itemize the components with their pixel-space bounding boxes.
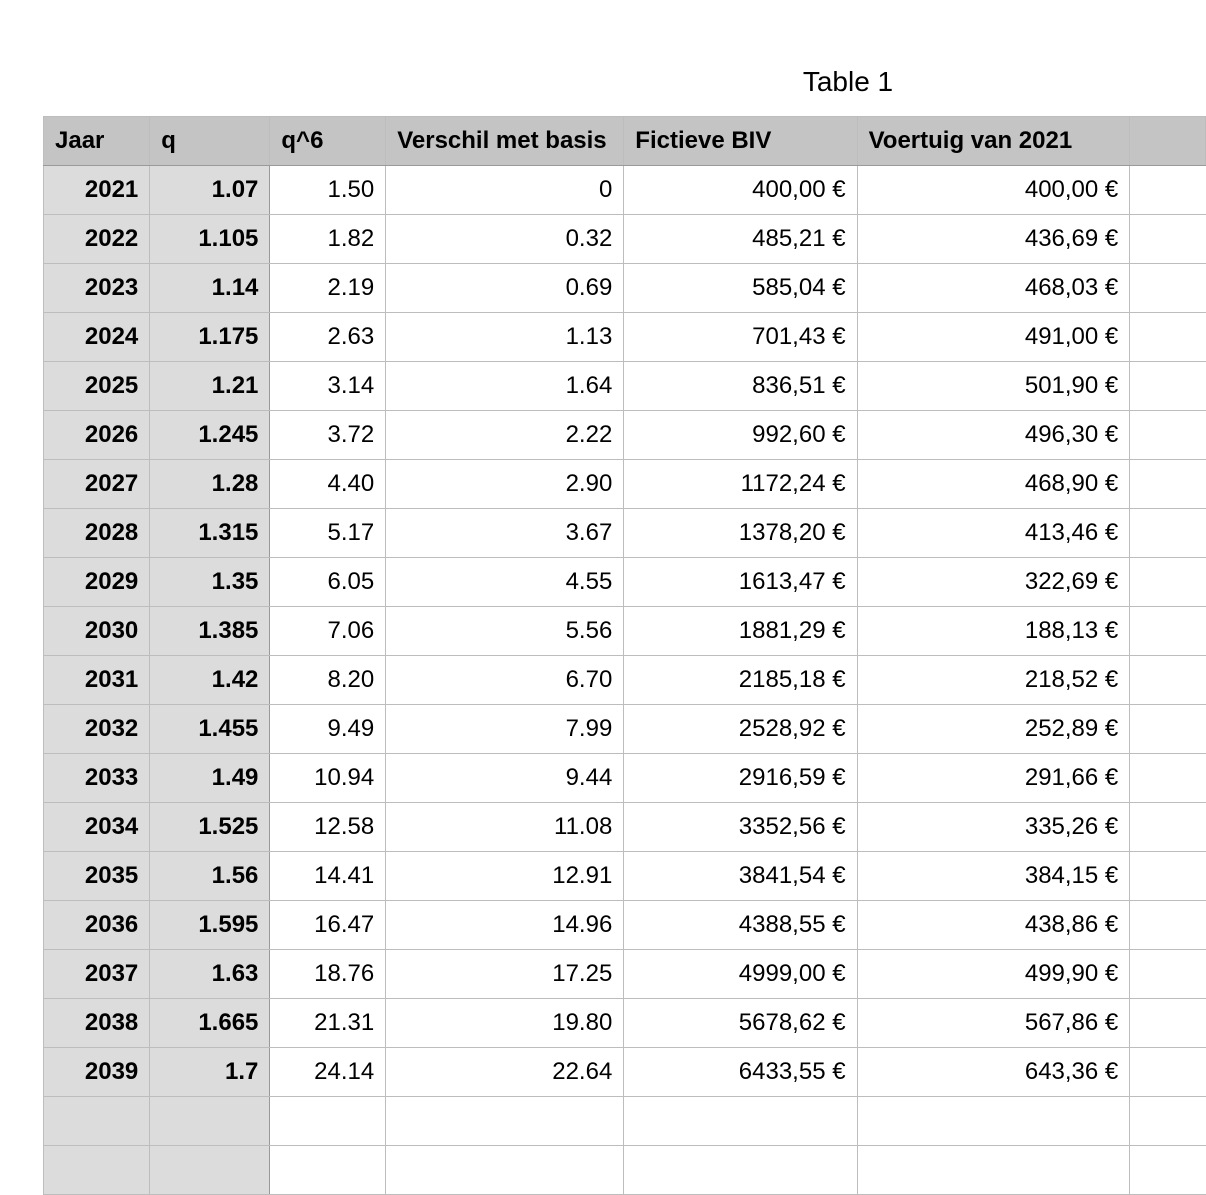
- fictieve-biv-cell[interactable]: 485,21 €: [624, 215, 857, 264]
- q-cell[interactable]: 1.28: [150, 460, 270, 509]
- year-cell[interactable]: 2036: [44, 901, 150, 950]
- year-cell[interactable]: 2032: [44, 705, 150, 754]
- voertuig-cell[interactable]: 501,90 €: [857, 362, 1130, 411]
- q6-cell[interactable]: 12.58: [270, 803, 386, 852]
- verschil-cell[interactable]: 5.56: [386, 607, 624, 656]
- table-row: [44, 803, 1206, 852]
- fictieve-biv-cell[interactable]: 1378,20 €: [624, 509, 857, 558]
- empty-cell[interactable]: [1130, 558, 1206, 607]
- spreadsheet-table: [43, 116, 1206, 1195]
- empty-row: [44, 1097, 1206, 1146]
- year-cell[interactable]: 2024: [44, 313, 150, 362]
- voertuig-cell[interactable]: 322,69 €: [857, 558, 1130, 607]
- table-row: [44, 754, 1206, 803]
- q-cell[interactable]: 1.42: [150, 656, 270, 705]
- q6-cell[interactable]: 21.31: [270, 999, 386, 1048]
- column-header-voertuig[interactable]: Voertuig van 2021: [857, 117, 1130, 166]
- year-cell[interactable]: 2030: [44, 607, 150, 656]
- verschil-cell[interactable]: 6.70: [386, 656, 624, 705]
- verschil-cell[interactable]: 11.08: [386, 803, 624, 852]
- table-row: [44, 215, 1206, 264]
- q-cell[interactable]: 1.35: [150, 558, 270, 607]
- year-cell[interactable]: 2035: [44, 852, 150, 901]
- year-cell[interactable]: 2033: [44, 754, 150, 803]
- fictieve-biv-cell[interactable]: 585,04 €: [624, 264, 857, 313]
- empty-cell[interactable]: [150, 1146, 270, 1195]
- q-cell[interactable]: 1.385: [150, 607, 270, 656]
- q6-cell[interactable]: 2.63: [270, 313, 386, 362]
- verschil-cell[interactable]: 4.55: [386, 558, 624, 607]
- empty-cell[interactable]: [1130, 166, 1206, 215]
- table-row: [44, 901, 1206, 950]
- year-cell[interactable]: 2022: [44, 215, 150, 264]
- voertuig-cell[interactable]: 436,69 €: [857, 215, 1130, 264]
- empty-cell[interactable]: [44, 1146, 150, 1195]
- empty-cell[interactable]: [1130, 656, 1206, 705]
- voertuig-cell[interactable]: 252,89 €: [857, 705, 1130, 754]
- q-cell[interactable]: 1.175: [150, 313, 270, 362]
- empty-cell[interactable]: [1130, 852, 1206, 901]
- verschil-cell[interactable]: 0.69: [386, 264, 624, 313]
- q-cell[interactable]: 1.315: [150, 509, 270, 558]
- voertuig-cell[interactable]: 468,03 €: [857, 264, 1130, 313]
- fictieve-biv-cell[interactable]: 2916,59 €: [624, 754, 857, 803]
- voertuig-cell[interactable]: 499,90 €: [857, 950, 1130, 999]
- verschil-cell[interactable]: 17.25: [386, 950, 624, 999]
- fictieve-biv-cell[interactable]: 701,43 €: [624, 313, 857, 362]
- empty-cell[interactable]: [1130, 705, 1206, 754]
- year-cell[interactable]: 2038: [44, 999, 150, 1048]
- fictieve-biv-cell[interactable]: 4388,55 €: [624, 901, 857, 950]
- empty-cell[interactable]: [857, 1097, 1130, 1146]
- empty-cell[interactable]: [386, 1146, 624, 1195]
- q-cell[interactable]: 1.49: [150, 754, 270, 803]
- q-cell[interactable]: 1.665: [150, 999, 270, 1048]
- voertuig-cell[interactable]: 468,90 €: [857, 460, 1130, 509]
- empty-cell[interactable]: [386, 1097, 624, 1146]
- empty-cell[interactable]: [1130, 362, 1206, 411]
- q6-cell[interactable]: 5.17: [270, 509, 386, 558]
- fictieve-biv-cell[interactable]: 3841,54 €: [624, 852, 857, 901]
- voertuig-cell[interactable]: 438,86 €: [857, 901, 1130, 950]
- table-row: [44, 852, 1206, 901]
- q6-cell[interactable]: 1.50: [270, 166, 386, 215]
- table-row: [44, 362, 1206, 411]
- table-row: [44, 166, 1206, 215]
- verschil-cell[interactable]: 1.13: [386, 313, 624, 362]
- q6-cell[interactable]: 1.82: [270, 215, 386, 264]
- voertuig-cell[interactable]: 291,66 €: [857, 754, 1130, 803]
- table-row: [44, 656, 1206, 705]
- empty-cell[interactable]: [624, 1097, 857, 1146]
- verschil-cell[interactable]: 1.64: [386, 362, 624, 411]
- q-cell[interactable]: 1.14: [150, 264, 270, 313]
- column-header-fictieve-biv[interactable]: Fictieve BIV: [624, 117, 857, 166]
- q-cell[interactable]: 1.595: [150, 901, 270, 950]
- fictieve-biv-cell[interactable]: 992,60 €: [624, 411, 857, 460]
- empty-cell[interactable]: [1130, 803, 1206, 852]
- table-row: [44, 999, 1206, 1048]
- empty-cell[interactable]: [1130, 950, 1206, 999]
- year-cell[interactable]: 2039: [44, 1048, 150, 1097]
- q-cell[interactable]: 1.525: [150, 803, 270, 852]
- verschil-cell[interactable]: 9.44: [386, 754, 624, 803]
- empty-row: [44, 1146, 1206, 1195]
- q-cell[interactable]: 1.245: [150, 411, 270, 460]
- q-cell[interactable]: 1.07: [150, 166, 270, 215]
- q6-cell[interactable]: 8.20: [270, 656, 386, 705]
- empty-cell[interactable]: [1130, 1097, 1206, 1146]
- year-cell[interactable]: 2037: [44, 950, 150, 999]
- table-row: [44, 558, 1206, 607]
- table-row: [44, 950, 1206, 999]
- table-row: [44, 705, 1206, 754]
- q-cell[interactable]: 1.105: [150, 215, 270, 264]
- year-cell[interactable]: 2026: [44, 411, 150, 460]
- table-row: [44, 313, 1206, 362]
- empty-cell[interactable]: [1130, 1146, 1206, 1195]
- empty-cell[interactable]: [624, 1146, 857, 1195]
- table-row: [44, 607, 1206, 656]
- empty-cell[interactable]: [1130, 313, 1206, 362]
- table-row: [44, 509, 1206, 558]
- voertuig-cell[interactable]: 567,86 €: [857, 999, 1130, 1048]
- verschil-cell[interactable]: 3.67: [386, 509, 624, 558]
- voertuig-cell[interactable]: 643,36 €: [857, 1048, 1130, 1097]
- voertuig-cell[interactable]: 400,00 €: [857, 166, 1130, 215]
- table-row: [44, 1048, 1206, 1097]
- q6-cell[interactable]: 16.47: [270, 901, 386, 950]
- q6-cell[interactable]: 3.14: [270, 362, 386, 411]
- year-cell[interactable]: 2031: [44, 656, 150, 705]
- voertuig-cell[interactable]: 335,26 €: [857, 803, 1130, 852]
- fictieve-biv-cell[interactable]: 2528,92 €: [624, 705, 857, 754]
- voertuig-cell[interactable]: 413,46 €: [857, 509, 1130, 558]
- verschil-cell[interactable]: 22.64: [386, 1048, 624, 1097]
- q-cell[interactable]: 1.56: [150, 852, 270, 901]
- year-cell[interactable]: 2034: [44, 803, 150, 852]
- q6-cell[interactable]: 9.49: [270, 705, 386, 754]
- voertuig-cell[interactable]: 218,52 €: [857, 656, 1130, 705]
- q6-cell[interactable]: 2.19: [270, 264, 386, 313]
- fictieve-biv-cell[interactable]: 1613,47 €: [624, 558, 857, 607]
- q6-cell[interactable]: 14.41: [270, 852, 386, 901]
- q-cell[interactable]: 1.7: [150, 1048, 270, 1097]
- column-header-verschil[interactable]: Verschil met basis: [386, 117, 624, 166]
- q6-cell[interactable]: 24.14: [270, 1048, 386, 1097]
- q6-cell[interactable]: 6.05: [270, 558, 386, 607]
- verschil-cell[interactable]: 2.90: [386, 460, 624, 509]
- empty-cell[interactable]: [270, 1097, 386, 1146]
- voertuig-cell[interactable]: 491,00 €: [857, 313, 1130, 362]
- q6-cell[interactable]: 18.76: [270, 950, 386, 999]
- empty-cell[interactable]: [1130, 411, 1206, 460]
- empty-cell[interactable]: [1130, 264, 1206, 313]
- verschil-cell[interactable]: 0: [386, 166, 624, 215]
- empty-cell[interactable]: [150, 1097, 270, 1146]
- empty-cell[interactable]: [1130, 509, 1206, 558]
- empty-cell[interactable]: [1130, 460, 1206, 509]
- fictieve-biv-cell[interactable]: 4999,00 €: [624, 950, 857, 999]
- year-cell[interactable]: 2029: [44, 558, 150, 607]
- fictieve-biv-cell[interactable]: 6433,55 €: [624, 1048, 857, 1097]
- empty-cell[interactable]: [1130, 1048, 1206, 1097]
- fictieve-biv-cell[interactable]: 3352,56 €: [624, 803, 857, 852]
- year-cell[interactable]: 2023: [44, 264, 150, 313]
- year-cell[interactable]: 2027: [44, 460, 150, 509]
- voertuig-cell[interactable]: 496,30 €: [857, 411, 1130, 460]
- year-cell[interactable]: 2025: [44, 362, 150, 411]
- empty-cell[interactable]: [1130, 901, 1206, 950]
- verschil-cell[interactable]: 12.91: [386, 852, 624, 901]
- q6-cell[interactable]: 4.40: [270, 460, 386, 509]
- verschil-cell[interactable]: 14.96: [386, 901, 624, 950]
- verschil-cell[interactable]: 0.32: [386, 215, 624, 264]
- verschil-cell[interactable]: 7.99: [386, 705, 624, 754]
- voertuig-cell[interactable]: 188,13 €: [857, 607, 1130, 656]
- empty-cell[interactable]: [1130, 215, 1206, 264]
- q6-cell[interactable]: 10.94: [270, 754, 386, 803]
- column-header-empty[interactable]: [1130, 117, 1206, 166]
- empty-cell[interactable]: [1130, 754, 1206, 803]
- column-header-jaar[interactable]: Jaar: [44, 117, 150, 166]
- table-title: Table 1: [802, 66, 894, 97]
- table-row: [44, 460, 1206, 509]
- year-cell[interactable]: 2021: [44, 166, 150, 215]
- table-row: [44, 264, 1206, 313]
- header-row: [44, 117, 1206, 166]
- empty-cell[interactable]: [857, 1146, 1130, 1195]
- fictieve-biv-cell[interactable]: 400,00 €: [624, 166, 857, 215]
- q-cell[interactable]: 1.63: [150, 950, 270, 999]
- table-row: [44, 411, 1206, 460]
- empty-cell[interactable]: [270, 1146, 386, 1195]
- q-cell[interactable]: 1.455: [150, 705, 270, 754]
- year-cell[interactable]: 2028: [44, 509, 150, 558]
- table-body: [44, 166, 1206, 1195]
- fictieve-biv-cell[interactable]: 836,51 €: [624, 362, 857, 411]
- fictieve-biv-cell[interactable]: 2185,18 €: [624, 656, 857, 705]
- empty-cell[interactable]: [44, 1097, 150, 1146]
- verschil-cell[interactable]: 2.22: [386, 411, 624, 460]
- empty-cell[interactable]: [1130, 999, 1206, 1048]
- column-header-q[interactable]: q: [150, 117, 270, 166]
- empty-cell[interactable]: [1130, 607, 1206, 656]
- fictieve-biv-cell[interactable]: 1881,29 €: [624, 607, 857, 656]
- fictieve-biv-cell[interactable]: 5678,62 €: [624, 999, 857, 1048]
- fictieve-biv-cell[interactable]: 1172,24 €: [624, 460, 857, 509]
- q6-cell[interactable]: 3.72: [270, 411, 386, 460]
- q-cell[interactable]: 1.21: [150, 362, 270, 411]
- column-header-q6[interactable]: q^6: [270, 117, 386, 166]
- voertuig-cell[interactable]: 384,15 €: [857, 852, 1130, 901]
- verschil-cell[interactable]: 19.80: [386, 999, 624, 1048]
- q6-cell[interactable]: 7.06: [270, 607, 386, 656]
